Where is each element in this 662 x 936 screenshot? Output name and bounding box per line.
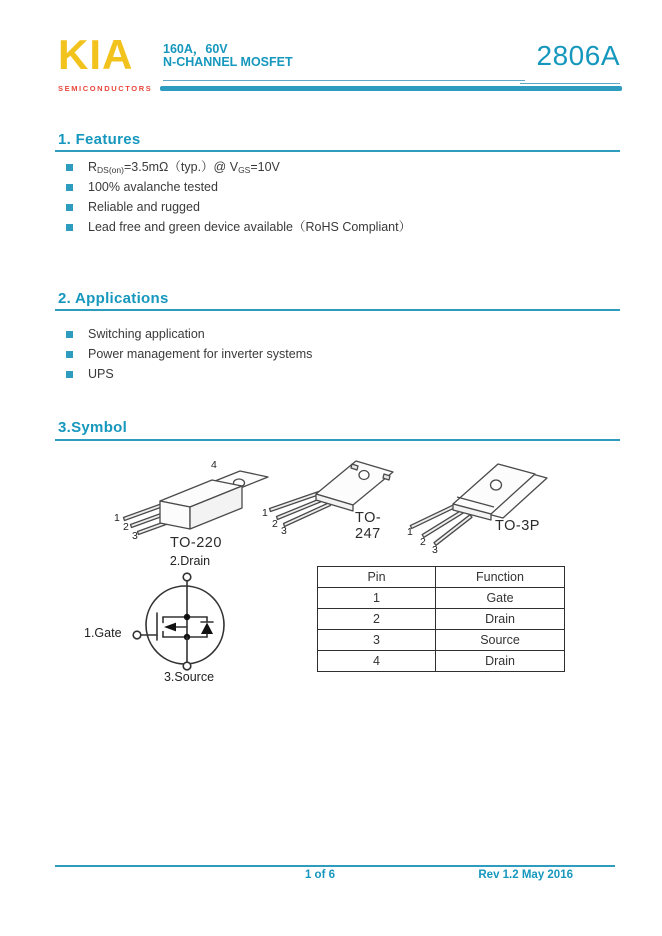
pin-number: 2 [123, 521, 129, 533]
feature-item-text: Lead free and green device available（RoHS Compliant） [88, 220, 412, 234]
symbol-heading: 3.Symbol [58, 419, 128, 436]
mosfet-schematic [80, 552, 320, 702]
application-item-text: Power management for inverter systems [88, 347, 313, 361]
features-underline [55, 150, 620, 152]
applications-heading: 2. Applications [58, 290, 169, 307]
table-cell: 3 [318, 630, 436, 651]
page-number: 1 of 6 [304, 869, 336, 881]
table-header-cell: Function [436, 567, 565, 588]
pin-function-table [317, 566, 565, 672]
table-row [318, 588, 565, 609]
feature-item [66, 180, 606, 195]
to-3p-package-drawing [403, 452, 568, 557]
bullet-icon [66, 164, 73, 171]
pin-number: 3 [432, 544, 438, 556]
bullet-icon [66, 224, 73, 231]
to-3p-art [403, 452, 568, 557]
bullet-icon [66, 184, 73, 191]
table-cell: 2 [318, 609, 436, 630]
pin-number: 3 [281, 525, 287, 537]
feature-item [66, 220, 606, 235]
header-rule-thick [160, 86, 622, 91]
application-item [66, 367, 606, 382]
pin-number: 1 [262, 507, 268, 519]
rating-text: 160A，60V [163, 42, 228, 56]
package-label: TO-220 [170, 535, 222, 551]
table-row [318, 609, 565, 630]
feature-item-text: $R_{DS(on)}=3.5m\Omega(typ.)@$ $V_{GS}=10V$ [88, 160, 280, 175]
bullet-icon [66, 331, 73, 338]
application-item [66, 347, 606, 362]
application-item-text: Switching application [88, 327, 205, 341]
feature-item [66, 160, 606, 178]
package-label: TO-247 [355, 510, 382, 542]
pin-number: 3 [132, 530, 138, 542]
kia-logo: KIA [58, 31, 134, 78]
application-item-text: UPS [88, 367, 114, 381]
device-type-text: N-CHANNEL MOSFET [163, 55, 293, 69]
table-row [318, 630, 565, 651]
source-terminal-label: 3.Source [163, 670, 215, 684]
table-cell: 1 [318, 588, 436, 609]
feature-item-text: Reliable and rugged [88, 200, 200, 214]
pin-number: 1 [407, 526, 413, 538]
table-cell: Source [436, 630, 565, 651]
table-cell: 4 [318, 651, 436, 672]
application-item [66, 327, 606, 342]
header-rule-thin-left [163, 80, 525, 81]
applications-underline [55, 309, 620, 311]
header-rule-thin-right [520, 83, 620, 84]
table-header-cell: Pin [318, 567, 436, 588]
bullet-icon [66, 204, 73, 211]
drain-terminal-label: 2.Drain [169, 554, 211, 568]
feature-item-text: 100% avalanche tested [88, 180, 218, 194]
table-cell: Drain [436, 651, 565, 672]
pin-number: 2 [272, 518, 278, 530]
bullet-icon [66, 371, 73, 378]
table-cell: Gate [436, 588, 565, 609]
part-number: 2806A [536, 40, 620, 71]
pin-number: 2 [420, 536, 426, 548]
pin-number: 1 [114, 512, 120, 524]
table-row [318, 651, 565, 672]
gate-terminal-label: 1.Gate [84, 626, 122, 640]
footer-rule [55, 865, 615, 867]
to-247-package-drawing [252, 448, 402, 543]
pin-number: 4 [211, 459, 217, 471]
bullet-icon [66, 351, 73, 358]
table-cell: Drain [436, 609, 565, 630]
revision-text: Rev 1.2 May 2016 [478, 869, 573, 881]
features-heading: 1. Features [58, 131, 141, 148]
feature-item [66, 200, 606, 215]
package-label: TO-3P [495, 518, 540, 534]
logo-tagline: SEMICONDUCTORS [58, 84, 153, 93]
table-header-row [318, 567, 565, 588]
symbol-underline [55, 439, 620, 441]
